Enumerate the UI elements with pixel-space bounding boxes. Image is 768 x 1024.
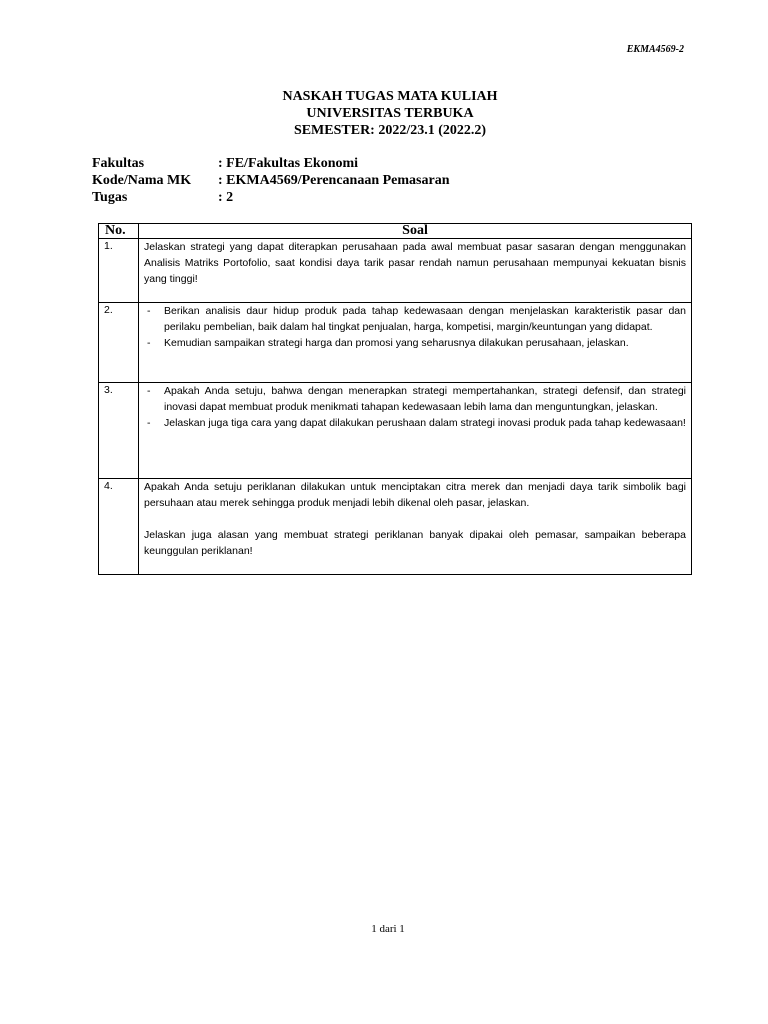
meta-row-fakultas <box>92 155 450 172</box>
meta-row-tugas <box>92 189 450 206</box>
question-bullet <box>144 303 686 335</box>
dash-marker: - <box>147 305 151 317</box>
dash-marker: - <box>147 385 151 397</box>
title-line-1: NASKAH TUGAS MATA KULIAH <box>282 89 498 104</box>
table-row <box>99 303 692 383</box>
meta-value: : EKMA4569/Perencanaan Pemasaran <box>218 173 450 188</box>
document-code: EKMA4569-2 <box>626 44 684 55</box>
bullet-text: Kemudian sampaikan strategi harga dan promosi yang seharusnya dilakukan perusahaan, jelaskan. <box>164 337 629 349</box>
row-number: 3. <box>99 383 139 479</box>
bullet-text: Apakah Anda setuju, bahwa dengan menerapkan strategi mempertahankan, strategi defensif, dan strategi inovasi dapat membuat produk menikmati tahapan kedewasaan lebih lama dan menguntungkan, jelaskan. <box>164 385 686 413</box>
row-number: 1. <box>99 239 139 303</box>
meta-label: Kode/Nama MK <box>92 173 192 188</box>
title-line-2: UNIVERSITAS TERBUKA <box>306 106 474 121</box>
question-paragraph: Jelaskan juga alasan yang membuat strategi periklanan banyak dipakai oleh pemasar, sampaikan beberapa keunggulan periklanan! <box>144 529 686 557</box>
table-header-row <box>99 224 692 239</box>
meta-value: : 2 <box>218 190 234 205</box>
course-info <box>92 155 450 206</box>
dash-marker: - <box>147 417 151 429</box>
row-number: 2. <box>99 303 139 383</box>
header-soal: Soal <box>139 224 692 239</box>
meta-value: : FE/Fakultas Ekonomi <box>218 156 359 171</box>
page-number: 1 dari 1 <box>371 923 405 935</box>
questions-table <box>98 223 692 575</box>
question-cell <box>139 383 692 479</box>
document-title <box>0 88 768 139</box>
bullet-text: Berikan analisis daur hidup produk pada tahap kedewasaan dengan menjelaskan karakteristik pasar dan perilaku pembelian, baik dalam hal tingkat penjualan, harga, kompetisi, margin/keuntungan yang didapat. <box>164 305 686 333</box>
header-no: No. <box>99 224 139 239</box>
question-paragraph: Apakah Anda setuju periklanan dilakukan untuk menciptakan citra merek dan menjadi daya tarik simbolik bagi persuhaan atau merek sehingga produk menjadi lebih dikenal oleh pasar, jelaskan. <box>144 481 686 509</box>
bullet-text: Jelaskan juga tiga cara yang dapat dilakukan perushaan dalam strategi inovasi produk pada tahap kedewasaan! <box>164 417 686 429</box>
table-row <box>99 479 692 575</box>
question-text: Jelaskan strategi yang dapat diterapkan perusahaan pada awal membuat pasar sasaran dengan menggunakan Analisis Matriks Portofolio, saat kondisi daya tarik pasar rendah namun perusahaan mempunyai kekuatan bisnis yang tinggi! <box>139 239 692 303</box>
question-bullet <box>144 415 686 431</box>
row-number: 4. <box>99 479 139 575</box>
question-cell <box>139 479 692 575</box>
title-line-3: SEMESTER: 2022/23.1 (2022.2) <box>293 123 487 138</box>
meta-label: Fakultas <box>92 156 145 171</box>
question-bullet <box>144 335 686 351</box>
question-bullet <box>144 383 686 415</box>
meta-label: Tugas <box>92 190 128 205</box>
meta-row-kode-mk <box>92 172 450 189</box>
table-row <box>99 239 692 303</box>
dash-marker: - <box>147 337 151 349</box>
table-row <box>99 383 692 479</box>
question-cell <box>139 303 692 383</box>
